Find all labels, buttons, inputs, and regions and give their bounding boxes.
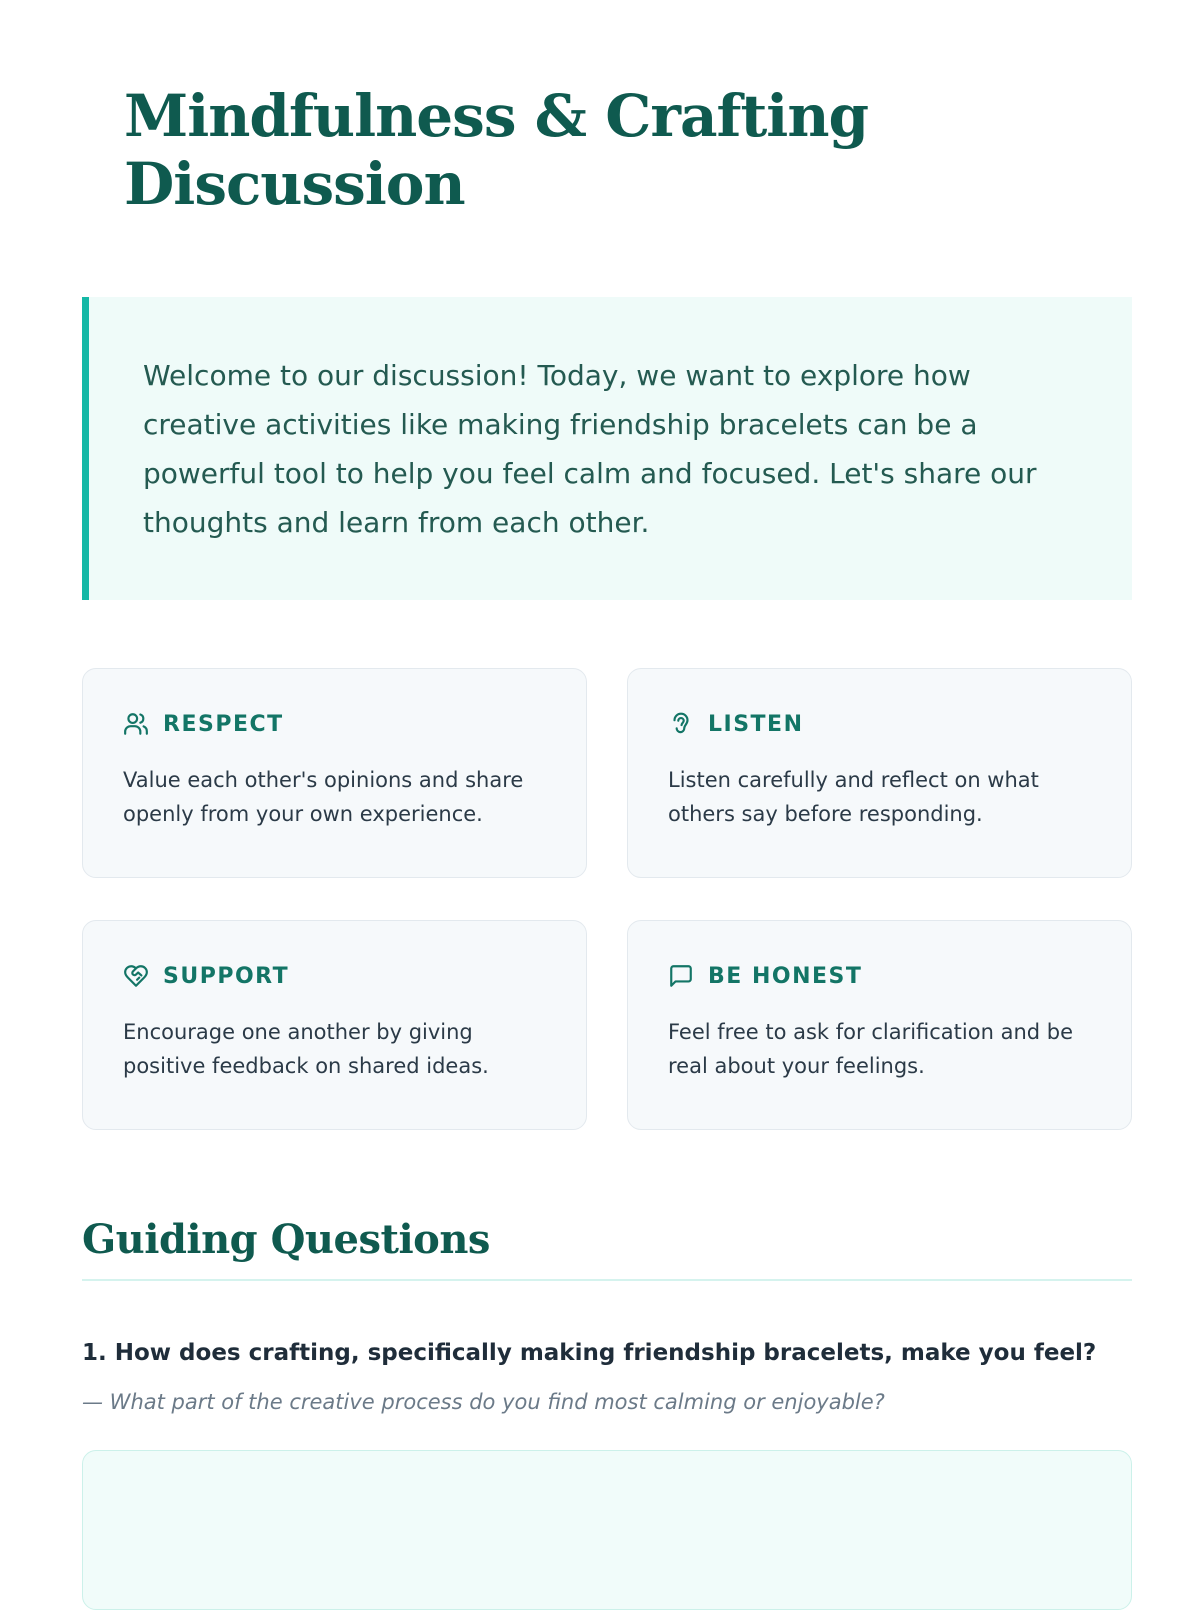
page-title-line-1: Mindfulness & Crafting: [124, 82, 869, 150]
question-1-prompt: — What part of the creative process do you find most calming or enjoyable?: [82, 1390, 885, 1414]
question-1-text: 1. How does crafting, specifically making friendship bracelets, make you feel?: [82, 1340, 1097, 1366]
question-1-answer-field[interactable]: [82, 1450, 1132, 1610]
intro-callout: [82, 297, 1132, 600]
intro-text: Welcome to our discussion! Today, we want to explore how creative activities like making friendship bracelets can be a powerful tool to help you feel calm and focused. Let's share our thoughts and learn from each other.: [143, 359, 1037, 539]
message-square-icon: [668, 963, 694, 989]
page-title: [124, 82, 884, 218]
section-title-guiding-questions: Guiding Questions: [82, 1216, 490, 1263]
guideline-card-listen: [627, 668, 1132, 878]
ear-icon: [668, 711, 694, 737]
guideline-card-support: [82, 920, 587, 1130]
guideline-text: Value each other's opinions and share openly from your own experience.: [123, 768, 524, 826]
heart-handshake-icon: [123, 963, 149, 989]
guideline-label: SUPPORT: [163, 963, 290, 989]
guideline-text: Listen carefully and reflect on what others say before responding.: [668, 768, 1039, 826]
guideline-label: RESPECT: [163, 711, 284, 737]
guideline-header: [668, 961, 1091, 991]
guideline-card-respect: [82, 668, 587, 878]
users-icon: [123, 711, 149, 737]
guideline-header: [123, 961, 546, 991]
guideline-label: LISTEN: [708, 711, 804, 737]
guideline-card-be-honest: [627, 920, 1132, 1130]
guideline-header: [668, 709, 1091, 739]
page-title-line-2: Discussion: [124, 150, 465, 218]
guideline-text: Encourage one another by giving positive feedback on shared ideas.: [123, 1020, 489, 1078]
section-divider: [82, 1279, 1132, 1281]
guideline-header: [123, 709, 546, 739]
guideline-label: BE HONEST: [708, 963, 863, 989]
guideline-text: Feel free to ask for clarification and be real about your feelings.: [668, 1020, 1074, 1078]
